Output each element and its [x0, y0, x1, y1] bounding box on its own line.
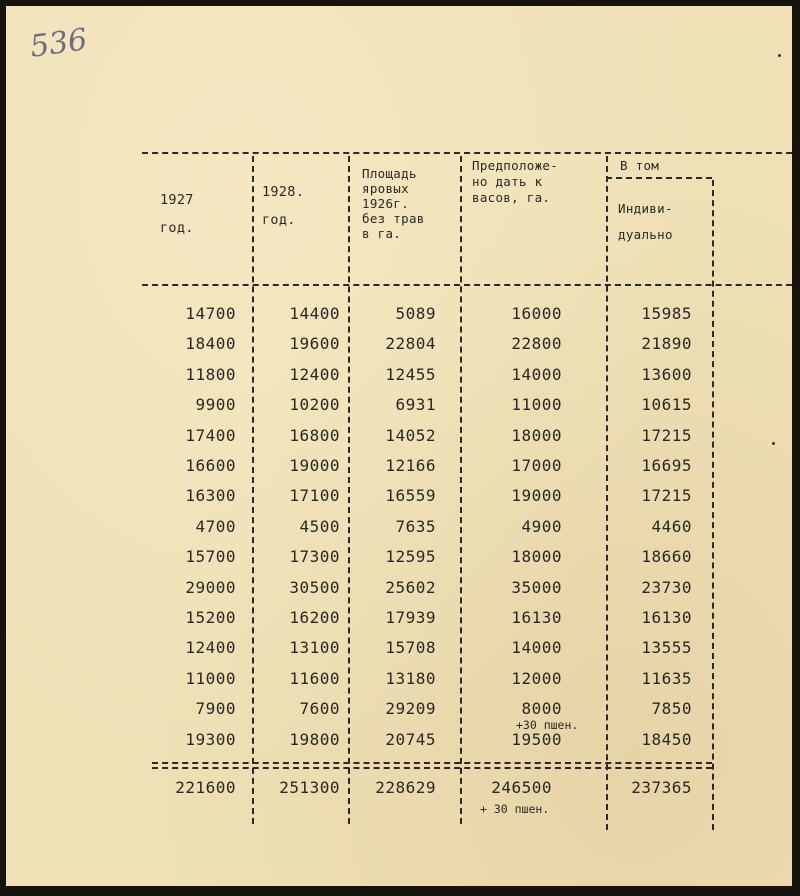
- cell-1927: 19300: [185, 729, 236, 749]
- cell-planned: 16130: [511, 608, 562, 627]
- table-row: [6, 395, 792, 417]
- table-row: [6, 730, 792, 752]
- cell-1927: 16600: [185, 456, 236, 475]
- cell-area: 29209: [385, 699, 436, 719]
- cell-individual: 13600: [641, 364, 692, 384]
- cell-individual: 18450: [641, 729, 692, 749]
- cell-area: 14052: [385, 425, 436, 445]
- totals-double-rule: [152, 767, 712, 769]
- cell-planned: 12000: [511, 668, 562, 688]
- header-1928: 1928. год.: [262, 184, 305, 228]
- cell-1928: 30500: [289, 577, 340, 597]
- cell-1927: 11800: [185, 364, 236, 384]
- cell-area: 15708: [385, 638, 436, 658]
- table-row: [6, 638, 792, 660]
- table-row: [6, 304, 792, 326]
- cell-1927: 12400: [185, 638, 236, 658]
- cell-1927: 4700: [195, 516, 236, 536]
- totals-top-rule: [152, 762, 712, 764]
- table-row: [6, 578, 792, 600]
- total-planned-note: + 30 пшен.: [480, 802, 550, 816]
- table-row: [6, 334, 792, 356]
- cell-individual: 11635: [641, 668, 692, 688]
- cell-1927: 7900: [195, 699, 236, 719]
- cell-area: 12166: [385, 456, 436, 475]
- cell-planned: 22800: [511, 334, 562, 354]
- cell-individual: 10615: [641, 395, 692, 415]
- cell-individual: 18660: [641, 547, 692, 567]
- total-1927: 221600: [175, 778, 236, 797]
- margin-mark: [772, 442, 775, 445]
- cell-individual: 16130: [641, 608, 692, 627]
- archive-sheet-number: 536: [27, 22, 90, 65]
- cell-area: 12455: [385, 364, 436, 384]
- cell-1927: 15700: [185, 547, 236, 567]
- cell-area: 17939: [385, 608, 436, 627]
- cell-individual: 15985: [641, 304, 692, 323]
- header-1927: 1927 год.: [160, 192, 194, 236]
- cell-planned: 14000: [511, 638, 562, 658]
- cell-individual: 13555: [641, 638, 692, 658]
- cell-planned: 19500: [511, 729, 562, 749]
- table-top-rule: [142, 152, 792, 154]
- cell-planned: 8000: [521, 699, 562, 719]
- table-row: [6, 365, 792, 387]
- cell-1927: 9900: [195, 395, 236, 415]
- cell-planned: 4900: [521, 516, 562, 536]
- margin-mark: [778, 54, 781, 57]
- cell-planned: 14000: [511, 364, 562, 384]
- cell-area: 20745: [385, 729, 436, 749]
- cell-1927: 16300: [185, 486, 236, 506]
- cell-area: 13180: [385, 668, 436, 688]
- table-row: [6, 456, 792, 478]
- document-page: [6, 6, 792, 886]
- total-area: 228629: [375, 778, 436, 797]
- total-1928: 251300: [279, 778, 340, 797]
- subheader-rule: [606, 177, 712, 179]
- cell-1927: 29000: [185, 577, 236, 597]
- header-planned: Предположе- но дать к васов, га.: [472, 158, 559, 205]
- cell-area: 5089: [395, 304, 436, 323]
- cell-individual: 16695: [641, 456, 692, 475]
- header-group: В том: [620, 158, 660, 173]
- cell-1928: 17300: [289, 547, 340, 567]
- table-row: [6, 669, 792, 691]
- table-row: [6, 486, 792, 508]
- table-row: [6, 699, 792, 721]
- table-row: [6, 517, 792, 539]
- table-row: [6, 608, 792, 630]
- row-note: +30 пшен.: [516, 718, 579, 732]
- header-area: Площадь яровых 1926г. без трав в га.: [362, 166, 425, 241]
- cell-1928: 19800: [289, 729, 340, 749]
- cell-planned: 11000: [511, 395, 562, 415]
- cell-individual: 21890: [641, 334, 692, 354]
- header-individual: Индиви- дуально: [618, 201, 673, 242]
- cell-planned: 17000: [511, 456, 562, 475]
- cell-1927: 14700: [185, 304, 236, 323]
- cell-individual: 4460: [651, 516, 692, 536]
- cell-1928: 19000: [289, 456, 340, 475]
- cell-area: 25602: [385, 577, 436, 597]
- cell-1927: 15200: [185, 608, 236, 627]
- cell-1928: 7600: [299, 699, 340, 719]
- cell-planned: 18000: [511, 547, 562, 567]
- cell-1928: 16200: [289, 608, 340, 627]
- cell-individual: 17215: [641, 486, 692, 506]
- total-individual: 237365: [631, 778, 692, 797]
- cell-area: 7635: [395, 516, 436, 536]
- cell-1928: 19600: [289, 334, 340, 354]
- cell-1928: 16800: [289, 425, 340, 445]
- cell-1928: 13100: [289, 638, 340, 658]
- total-planned: 246500: [491, 778, 552, 797]
- cell-planned: 19000: [511, 486, 562, 506]
- cell-individual: 17215: [641, 425, 692, 445]
- cell-planned: 35000: [511, 577, 562, 597]
- cell-1927: 11000: [185, 668, 236, 688]
- cell-planned: 16000: [511, 304, 562, 323]
- cell-planned: 18000: [511, 425, 562, 445]
- cell-area: 12595: [385, 547, 436, 567]
- cell-area: 22804: [385, 334, 436, 354]
- table-row: [6, 426, 792, 448]
- header-bottom-rule: [142, 284, 792, 286]
- cell-1928: 14400: [289, 304, 340, 323]
- cell-1928: 17100: [289, 486, 340, 506]
- cell-1928: 10200: [289, 395, 340, 415]
- cell-individual: 23730: [641, 577, 692, 597]
- cell-1928: 11600: [289, 668, 340, 688]
- cell-1927: 17400: [185, 425, 236, 445]
- cell-1927: 18400: [185, 334, 236, 354]
- cell-area: 6931: [395, 395, 436, 415]
- cell-individual: 7850: [651, 699, 692, 719]
- cell-1928: 4500: [299, 516, 340, 536]
- cell-1928: 12400: [289, 364, 340, 384]
- cell-area: 16559: [385, 486, 436, 506]
- table-row: [6, 547, 792, 569]
